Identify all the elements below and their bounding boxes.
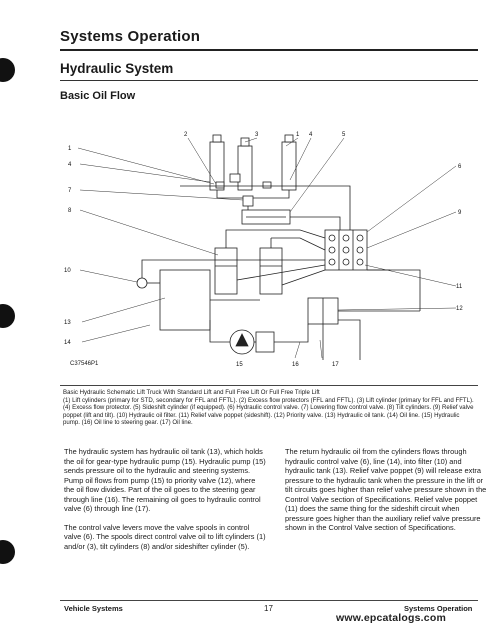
caption-title: Basic Hydraulic Schematic Lift Truck With Standard Lift and Full Free Lift Or Full Free Triple Lift — [63, 389, 320, 396]
callout-17: 17 — [332, 362, 339, 368]
lift-cylinder-right — [282, 142, 296, 190]
page-number: 17 — [264, 604, 273, 613]
hydraulic-control-valve — [325, 230, 367, 270]
hydraulic-oil-tank — [160, 270, 210, 330]
callout-14: 14 — [64, 340, 71, 346]
section-title: Systems Operation — [60, 28, 201, 45]
body-right-column — [285, 447, 487, 542]
callout-3-top: 3 — [255, 132, 259, 138]
callout-6: 6 — [458, 164, 462, 170]
callout-11: 11 — [456, 284, 463, 290]
title-rule — [60, 49, 478, 51]
heading: Basic Oil Flow — [60, 90, 136, 102]
footer-rule — [60, 600, 478, 601]
callout-4-left: 4 — [68, 162, 72, 168]
binder-hole-bottom — [0, 540, 15, 564]
hydraulic-oil-filter — [137, 278, 147, 288]
figure-id: C37546P1 — [70, 361, 99, 367]
callout-12: 12 — [456, 306, 463, 312]
paragraph: The hydraulic system has hydraulic oil tank (13), which holds the oil for gear-type hydraulic pump (15). Hydraulic pump (15) sends pressure oil to the hydraulic and steering systems. Pump oil flows from pump (15) to priority valve (12), where the oil flow divides. Part of the oil goes to the steering gear through line (16). The remaining oil goes to hydraulic control valve (6) through line (17). — [64, 447, 266, 513]
callout-16: 16 — [292, 362, 299, 368]
callout-15: 15 — [236, 362, 243, 368]
binder-hole-top — [0, 58, 15, 82]
callout-1-left: 1 — [68, 146, 72, 152]
watermark: www.epcatalogs.com — [336, 612, 446, 624]
subtitle-rule — [60, 80, 478, 81]
callout-8: 8 — [68, 208, 72, 214]
binder-hole-middle — [0, 304, 15, 328]
subtitle: Hydraulic System — [60, 61, 174, 76]
tilt-cylinder-right — [260, 248, 282, 294]
callout-2: 2 — [184, 132, 188, 138]
paragraph: The return hydraulic oil from the cylinders flows through hydraulic control valve (6), line (14), into filter (10) and hydraulic tank (13). Relief valve poppet (9) will release extra pressure to the hydraulic tank when the pressure in the lift or tilt circuits goes higher than relief valve pressure shown in the Control Valve section of Specifications. Relief valve poppet (11) does the same thing for the sideshift circuit when pressure goes higher than the auxiliary relief valve pressure shown in the Control Valve section of Specifications. — [285, 447, 487, 532]
footer-left: Vehicle Systems — [64, 604, 123, 613]
lift-cylinder-center — [238, 146, 252, 190]
footer-right: Systems Operation — [404, 604, 473, 613]
caption-legend: (1) Lift cylinders (primary for STD, secondary for FFL and FFTL). (2) Excess flow protectors (FFL and FFTL). (3) Lift cylinder (primary for FFL and FFTL). (4) Excess flow protector. (5) Sideshift cylinder (if equipped). (6) Hydraulic control valve. (7) Lowering flow control valve. (8) Tilt cylinders. (9) Relief valve poppet (lift and tilt). (10) Hydraulic oil filter. (11) Relief valve poppet (sideshift). (12) Priority valve. (13) Hydraulic oil tank. (14) Oil line. (15) Hydraulic pump. (16) Oil line to steering gear. (17) Oil line. — [63, 396, 474, 426]
body-left-column — [64, 447, 266, 560]
hydraulic-schematic — [60, 120, 478, 380]
caption-rule — [60, 385, 478, 386]
callout-4-top: 4 — [309, 132, 313, 138]
figure-caption — [63, 389, 475, 427]
callout-10: 10 — [64, 268, 71, 274]
callout-9: 9 — [458, 210, 462, 216]
callout-3-right: 5 — [342, 132, 346, 138]
callout-13: 13 — [64, 320, 71, 326]
tilt-cylinder-left — [215, 248, 237, 294]
paragraph: The control valve levers move the valve spools in control valve (6). The spools direct control valve oil to lift cylinders (1) and/or (3), tilt cylinders (8) and/or sideshifter cylinder (5). — [64, 522, 266, 551]
callout-1-top: 1 — [296, 132, 300, 138]
callout-7: 7 — [68, 188, 72, 194]
